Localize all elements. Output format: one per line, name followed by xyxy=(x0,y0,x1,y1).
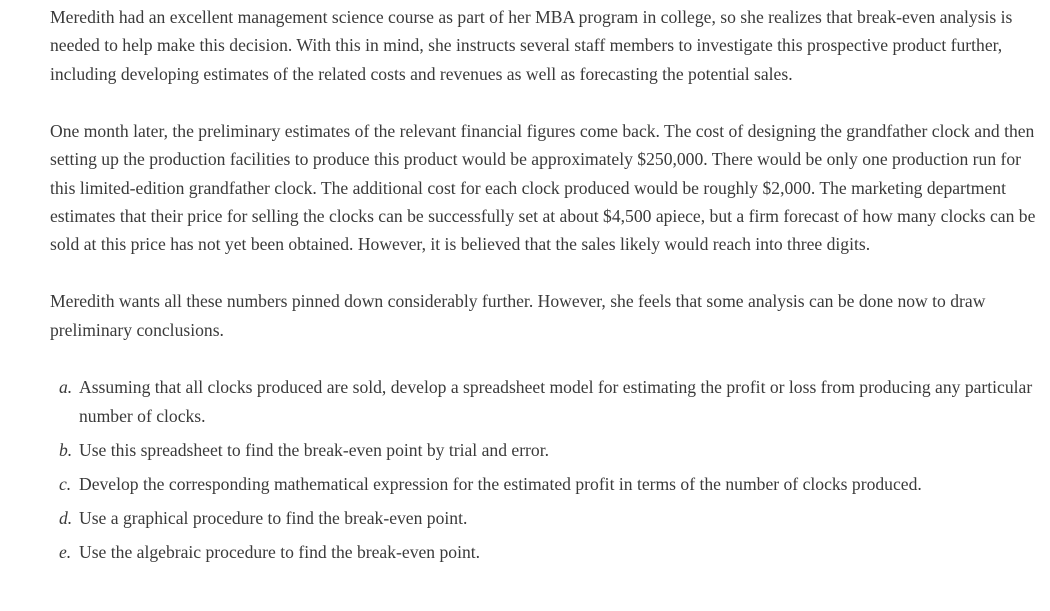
question-item-c xyxy=(50,470,1048,498)
question-text: Use the algebraic procedure to find the break-even point. xyxy=(79,542,481,563)
question-letter: c. xyxy=(59,474,72,495)
question-item-e xyxy=(50,538,1048,566)
question-item-a xyxy=(50,373,1048,430)
question-text: Develop the corresponding mathematical expression for the estimated profit in terms of the number of clocks produced. xyxy=(79,474,922,495)
question-letter: b. xyxy=(59,439,73,460)
question-text: Assuming that all clocks produced are sold, develop a spreadsheet model for estimating the profit or loss from producing any particular number of clocks. xyxy=(79,377,1033,426)
paragraph-preliminary-conclusions: Meredith wants all these numbers pinned down considerably further. However, she feels that some analysis can be done now to draw preliminary conclusions. xyxy=(50,291,986,340)
problem-text xyxy=(50,3,1048,573)
question-letter: a. xyxy=(59,377,73,398)
paragraph-cost-estimates: One month later, the preliminary estimates of the relevant financial figures come back. The cost of designing the grandfather clock and then setting up the production facilities to produce this product would be approximately $250,000. There would be only one production run for this limited-edition grandfather clock. The additional cost for each clock produced would be roughly $2,000. The marketing department estimates that their price for selling the clocks can be successfully set at about $4,500 apiece, but a firm forecast of how many clocks can be sold at this price has not yet been obtained. However, it is believed that the sales likely would reach into three digits. xyxy=(50,120,1036,255)
question-item-d xyxy=(50,504,1048,532)
question-letter: e. xyxy=(59,542,72,563)
question-list xyxy=(50,373,1048,567)
question-letter: d. xyxy=(59,508,73,529)
question-item-b xyxy=(50,436,1048,464)
question-text: Use this spreadsheet to find the break-even point by trial and error. xyxy=(79,439,549,460)
paragraph-analysis-intro: Meredith had an excellent management science course as part of her MBA program in college, so she realizes that break-even analysis is needed to help make this decision. With this in mind, she instructs several staff members to investigate this prospective product further, including developing estimates of the related costs and revenues as well as forecasting the potential sales. xyxy=(50,7,1013,84)
question-text: Use a graphical procedure to find the break-even point. xyxy=(79,508,468,529)
